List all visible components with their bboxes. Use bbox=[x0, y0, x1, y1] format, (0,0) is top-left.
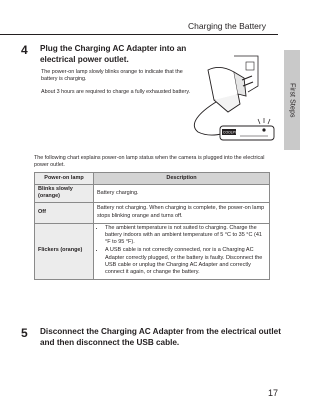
table-header-row bbox=[35, 173, 270, 185]
table-row bbox=[35, 202, 270, 223]
lamp-status-cell: Off bbox=[35, 202, 94, 223]
power-on-lamp-icon bbox=[258, 118, 270, 124]
description-cell: Battery charging. bbox=[94, 185, 270, 203]
step-4-paragraph: About 3 hours are required to charge a fully exhausted battery. bbox=[41, 89, 191, 95]
page-number: 17 bbox=[267, 388, 278, 398]
power-on-lamp-table bbox=[34, 172, 270, 280]
description-cell: Battery not charging. When charging is complete, the power-on lamp stops blinking orange and turns off. bbox=[94, 202, 270, 223]
camera bbox=[220, 126, 274, 140]
list-item: • The ambient temperature is not suited to charging. Charge the battery indoors with an ambient temperature of 5 °C to 35 °C (41 °F to 95 °F). bbox=[105, 225, 266, 247]
table-header-cell: Description bbox=[94, 173, 270, 185]
table-header-cell: Power-on lamp bbox=[35, 173, 94, 185]
charging-illustration bbox=[168, 50, 276, 146]
page-header-title: Charging the Battery bbox=[188, 21, 266, 31]
lamp-status-cell: Blinks slowly (orange) bbox=[35, 185, 94, 203]
bullet-list bbox=[97, 225, 266, 277]
camera-brand-label: COOLPIX bbox=[223, 130, 239, 135]
step-number: 5 bbox=[21, 326, 28, 340]
step-title: Disconnect the Charging AC Adapter from the electrical outlet and then disconnect the USB cable. bbox=[40, 327, 281, 347]
lamp-chart-intro: The following chart explains power-on lamp status when the camera is plugged into the electrical power outlet. bbox=[34, 155, 265, 169]
lamp-status-cell: Flickers (orange) bbox=[35, 223, 94, 279]
step-title: Plug the Charging AC Adapter into an electrical power outlet. bbox=[40, 44, 187, 64]
step-number: 4 bbox=[21, 43, 28, 57]
description-cell bbox=[94, 223, 270, 279]
step-4-paragraph: The power-on lamp slowly blinks orange to indicate that the battery is charging. bbox=[41, 69, 183, 83]
ac-adapter bbox=[208, 67, 253, 112]
table-row bbox=[35, 185, 270, 203]
list-item: • A USB cable is not correctly connected, nor is a Charging AC Adapter correctly plugged, or the battery is faulty. Disconnect the USB cable or unplug the Charging AC Adapter and correctly connect it again, or change the battery. bbox=[105, 247, 266, 276]
table-row bbox=[35, 223, 270, 279]
header-divider bbox=[0, 34, 278, 35]
section-side-tab-label: First Steps bbox=[288, 82, 296, 118]
